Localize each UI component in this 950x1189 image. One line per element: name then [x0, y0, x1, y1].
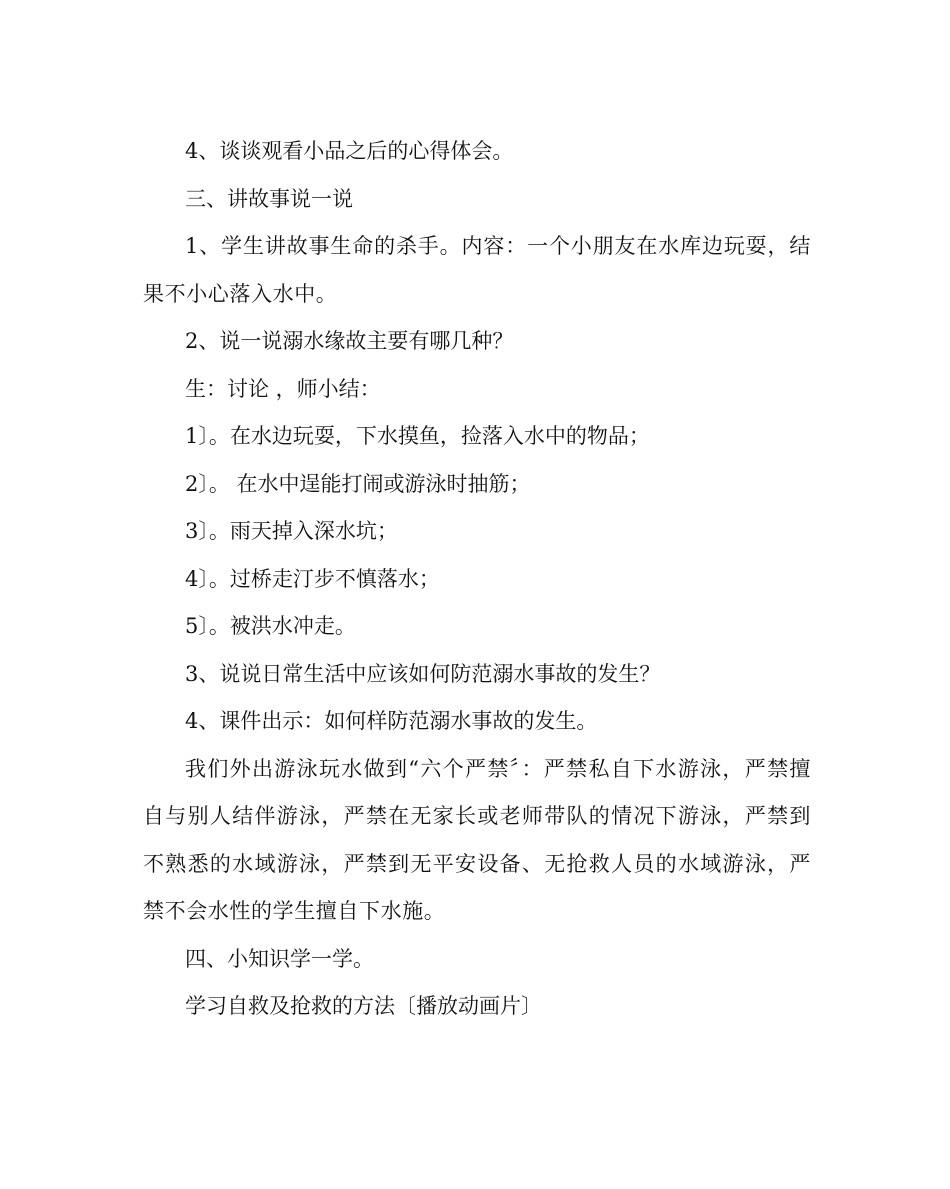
paragraph-prevention-question: 3、说说日常生活中应该如何防范溺水事故的发生？ [185, 661, 661, 686]
document-body [143, 128, 811, 1031]
paragraph-story: 1、学生讲故事生命的杀手。内容：一个小朋友在水库边玩耍，结果不小心落入水中。 [143, 234, 811, 306]
paragraph-drowning-causes-question: 2、说一说溺水缘故主要有哪几种？ [185, 329, 514, 353]
list-item-cause-1: 1〕。在水边玩耍，下水摸鱼，捡落入水中的物品； [185, 424, 650, 448]
section-heading-story: 三、讲故事说一说 [185, 186, 353, 211]
paragraph-discussion: 生：讨论 ，师小结： [185, 376, 381, 401]
list-item-cause-3: 3〕。雨天掉入深水坑； [185, 519, 398, 543]
paragraph-courseware: 4、课件出示：如何样防范溺水事故的发生。 [185, 709, 598, 733]
list-item-cause-2: 2〕。 在水中逞能打闹或游泳时抽筋； [185, 471, 531, 496]
paragraph-reflection: 4、谈谈观看小品之后的心得体会。 [185, 139, 514, 163]
paragraph-six-prohibitions: 我们外出游泳玩水做到“六个严禁〞：严禁私自下水游泳，严禁擅自与别人结伴游泳，严禁在无家长或老师带队的情况下游泳，严禁到不熟悉的水域游泳，严禁到无平安设备、无抢救人员的水域游泳，严禁不会水性的学生擅自下水施。 [143, 756, 811, 923]
list-item-cause-5: 5〕。被洪水冲走。 [185, 614, 356, 638]
list-item-cause-4: 4〕。过桥走汀步不慎落水； [185, 566, 440, 591]
paragraph-self-rescue: 学习自救及抢救的方法〔播放动画片〕 [185, 994, 542, 1018]
section-heading-knowledge: 四、小知识学一学。 [185, 946, 374, 971]
